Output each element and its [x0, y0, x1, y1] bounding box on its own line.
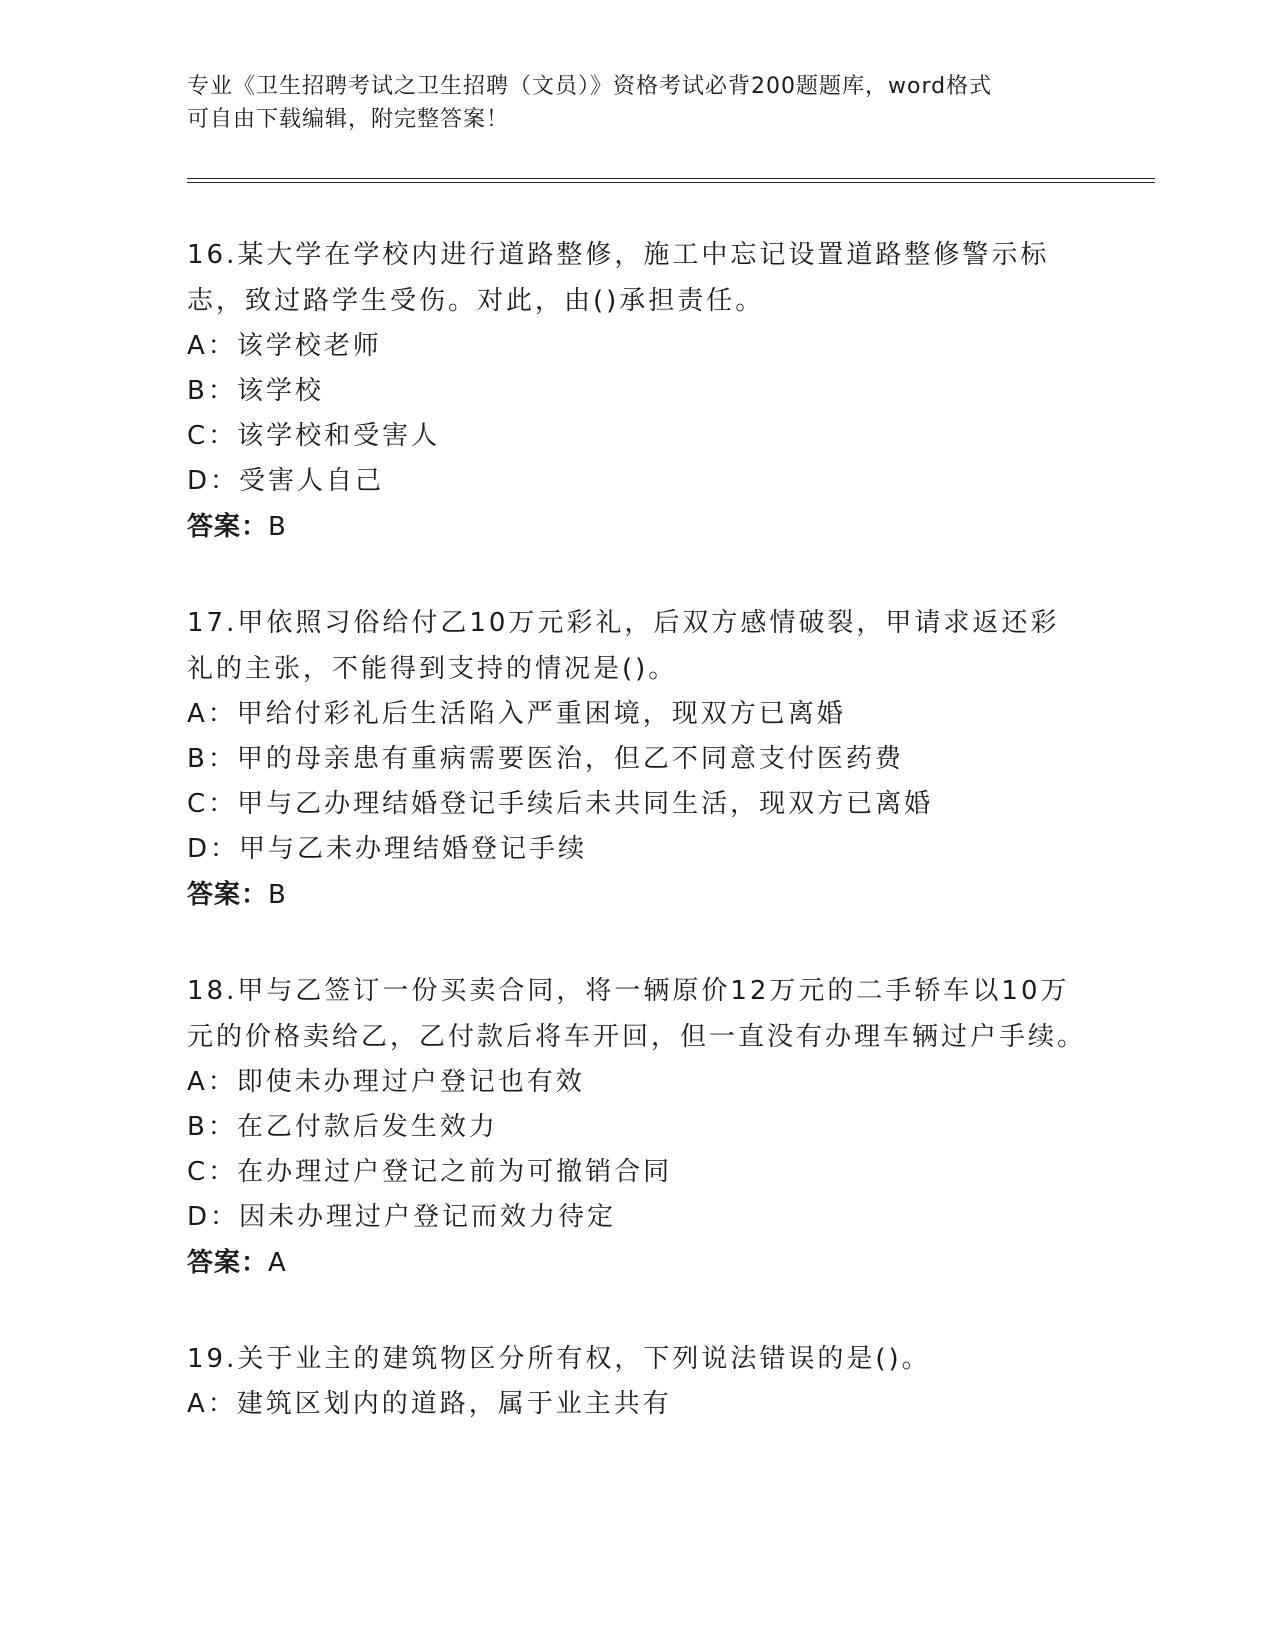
option-a: A：该学校老师 [187, 331, 382, 361]
answer-line [187, 872, 1087, 918]
header-divider [187, 178, 1155, 183]
answer-label: 答案： [187, 880, 269, 910]
answer-line [187, 1240, 1087, 1286]
answer-label: 答案： [187, 1248, 269, 1278]
question-stem: 17.甲依照习俗给付乙10万元彩礼，后双方感情破裂，甲请求返还彩礼的主张，不能得到支持的情况是()。 [187, 608, 1060, 684]
option-a: A：即使未办理过户登记也有效 [187, 1067, 585, 1097]
question-list [187, 232, 1087, 1477]
option-c: C：甲与乙办理结婚登记手续后未共同生活，现双方已离婚 [187, 789, 934, 819]
question-stem: 18.甲与乙签订一份买卖合同，将一辆原价12万元的二手轿车以10万元的价格卖给乙，乙付款后将车开回，但一直没有办理车辆过户手续。 [187, 976, 1087, 1052]
question-17 [187, 600, 1087, 918]
answer-value: A [268, 1248, 287, 1278]
answer-line [187, 504, 1087, 550]
option-b: B：在乙付款后发生效力 [187, 1112, 498, 1142]
header-line-2: 可自由下载编辑，附完整答案！ [187, 107, 510, 132]
question-19 [187, 1336, 1087, 1427]
option-a: A：建筑区划内的道路，属于业主共有 [187, 1389, 672, 1419]
question-18 [187, 968, 1087, 1286]
question-16 [187, 232, 1087, 550]
option-c: C：该学校和受害人 [187, 421, 441, 451]
option-b: B：甲的母亲患有重病需要医治，但乙不同意支付医药费 [187, 744, 904, 774]
answer-label: 答案： [187, 512, 269, 542]
answer-value: B [268, 880, 287, 910]
option-d: D：甲与乙未办理结婚登记手续 [187, 834, 588, 864]
option-b: B：该学校 [187, 376, 324, 406]
document-header [187, 70, 1087, 136]
option-d: D：受害人自己 [187, 466, 385, 496]
question-stem: 19.关于业主的建筑物区分所有权，下列说法错误的是()。 [187, 1344, 931, 1374]
question-stem: 16.某大学在学校内进行道路整修，施工中忘记设置道路整修警示标志，致过路学生受伤。对此，由()承担责任。 [187, 240, 1050, 316]
option-a: A：甲给付彩礼后生活陷入严重困境，现双方已离婚 [187, 699, 846, 729]
document-page [187, 0, 1157, 1650]
option-c: C：在办理过户登记之前为可撤销合同 [187, 1157, 673, 1187]
answer-value: B [268, 512, 287, 542]
option-d: D：因未办理过户登记而效力待定 [187, 1202, 617, 1232]
header-line-1: 专业《卫生招聘考试之卫生招聘（文员）》资格考试必背200题题库，word格式 [187, 74, 993, 99]
